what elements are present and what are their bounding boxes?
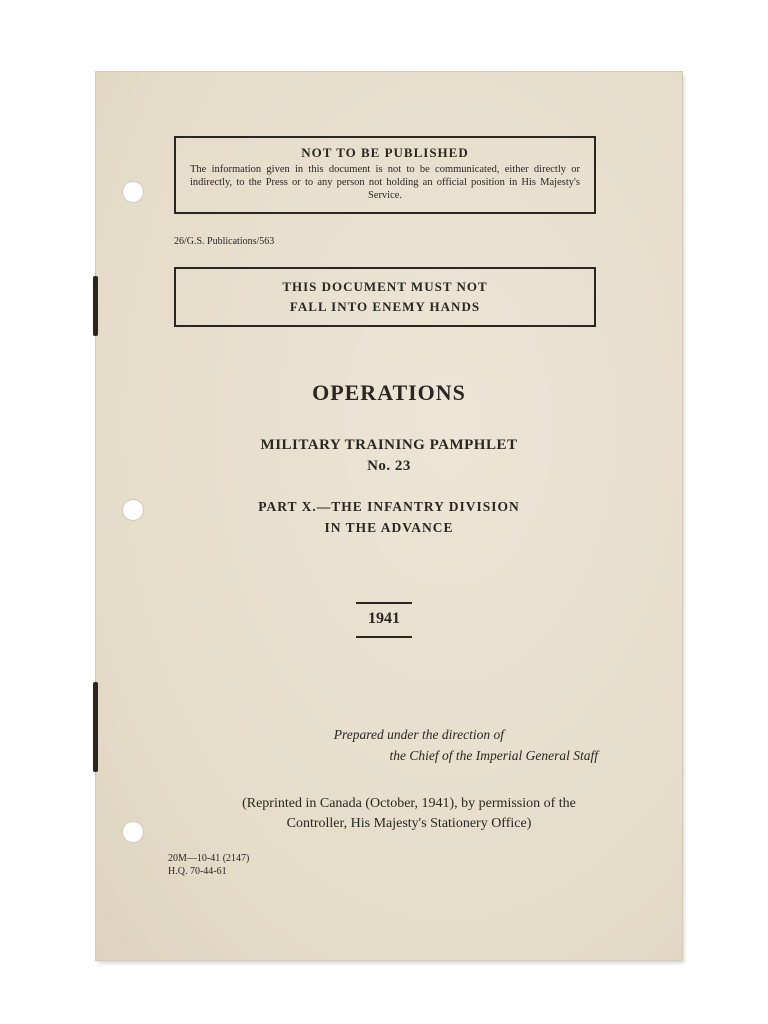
punch-hole: [122, 181, 144, 203]
warning-line-2: FALL INTO ENEMY HANDS: [289, 299, 481, 314]
publication-reference: 26/G.S. Publications/563: [174, 236, 275, 247]
prepared-by: [334, 724, 598, 766]
notice-body: The information given in this document is not to be communicated, either directly or indirectly, to the Press or to any person not holding an official position in His Majesty's Service.: [190, 164, 580, 201]
pamphlet-name: MILITARY TRAINING PAMPHLET: [260, 437, 518, 453]
prepared-line-1: Prepared under the direction of: [333, 727, 504, 742]
part-heading: [96, 496, 682, 538]
part-line-1: PART X.—THE INFANTRY DIVISION: [258, 499, 520, 514]
pamphlet-cover: [96, 72, 682, 960]
binding-edge: [93, 682, 98, 772]
pamphlet-number: No. 23: [367, 458, 411, 474]
prepared-line-2: the Chief of the Imperial General Staff: [389, 748, 598, 763]
part-line-2: IN THE ADVANCE: [324, 520, 454, 535]
reprint-line-1: (Reprinted in Canada (October, 1941), by permission of the: [242, 796, 576, 811]
not-to-be-published-notice: [174, 136, 596, 214]
warning-line-1: THIS DOCUMENT MUST NOT: [282, 279, 488, 294]
reprint-note: [116, 794, 702, 834]
reprint-line-2: Controller, His Majesty's Stationery Office): [286, 816, 532, 831]
document-title: OPERATIONS: [312, 380, 466, 405]
publication-year: 1941: [356, 602, 412, 638]
print-code-1: 20M—10-41 (2147): [168, 853, 250, 864]
print-code-2: H.Q. 70-44-61: [168, 866, 227, 877]
pamphlet-subtitle: [96, 435, 682, 477]
binding-edge: [93, 276, 98, 336]
print-codes: [168, 852, 249, 878]
notice-heading: NOT TO BE PUBLISHED: [301, 145, 469, 160]
enemy-hands-warning: [174, 267, 596, 327]
